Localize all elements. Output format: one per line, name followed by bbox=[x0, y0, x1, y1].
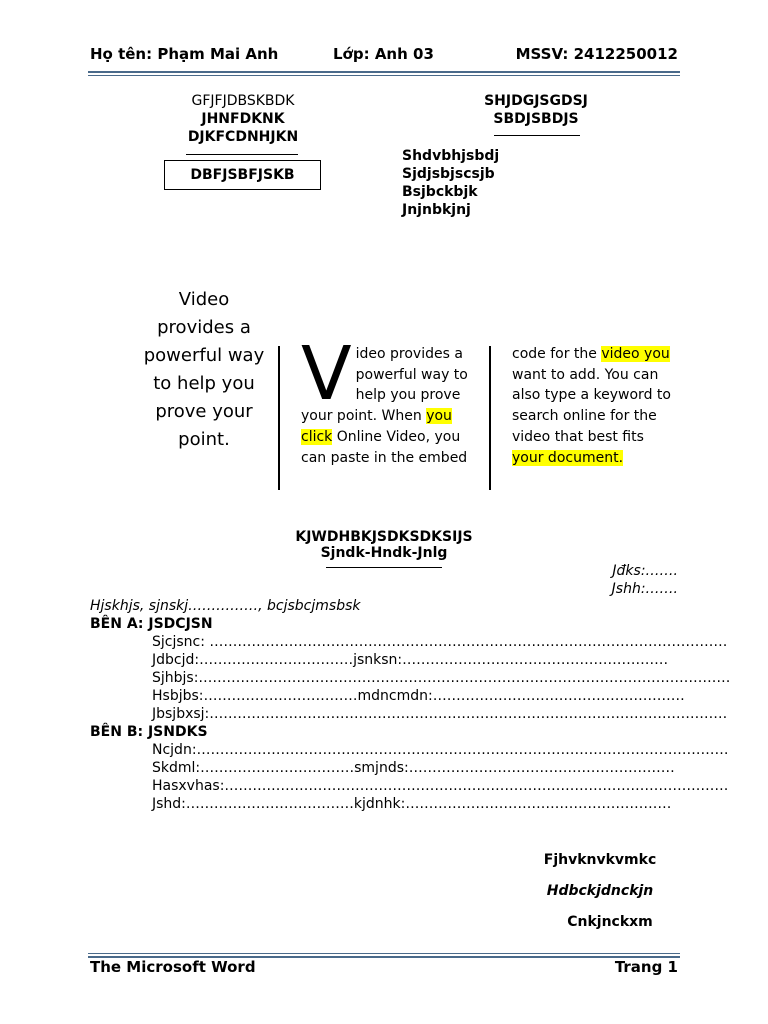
column-2-highlight-a: video you bbox=[601, 346, 670, 362]
column-divider-left bbox=[278, 346, 280, 490]
place-line: Jđks:……. bbox=[612, 563, 678, 579]
header-student-id: MSSV: 2412250012 bbox=[515, 45, 678, 63]
contract-intro: Hjskhjs, sjnskj……………, bcjsbcjmsbsk bbox=[90, 598, 361, 614]
right-item-list bbox=[402, 147, 602, 219]
column-1-text-a: ideo provides a powerful way to help you prove your point. When bbox=[301, 346, 468, 425]
drop-cap: V bbox=[301, 331, 352, 417]
left-heading-line2: JHNFDKNK bbox=[201, 111, 285, 127]
left-heading-line1: GFJFJDBSKBDK bbox=[191, 93, 295, 109]
party-a-heading: BÊN A: JSDCJSN bbox=[90, 616, 213, 632]
signature-line-2: Hdbckjdnckjn bbox=[546, 883, 654, 899]
footer-page-number: Trang 1 bbox=[614, 958, 678, 976]
place-date-block bbox=[560, 562, 678, 598]
column-divider-right bbox=[489, 346, 491, 490]
header-rule bbox=[88, 71, 680, 73]
left-heading-block bbox=[150, 92, 336, 146]
text-column-1 bbox=[301, 331, 471, 468]
signature-line-3: Cnkjnckxm bbox=[567, 914, 653, 930]
header-name: Họ tên: Phạm Mai Anh bbox=[90, 45, 279, 63]
pull-quote: Video provides a powerful way to help you prove your point. bbox=[143, 289, 265, 450]
right-item: Bsjbckbjk bbox=[402, 184, 478, 200]
left-divider bbox=[186, 154, 298, 155]
column-2-text-a: code for the bbox=[512, 346, 602, 362]
contract-title-divider bbox=[326, 567, 442, 568]
contract-title-block bbox=[250, 529, 518, 561]
column-2-text-b: want to add. You can also type a keyword to search online for the video that best fits bbox=[512, 366, 671, 445]
contract-subtitle: Sjndk-Hndk-Jnlg bbox=[320, 545, 448, 561]
party-a-field: Sjcjsnc: ………………………………………………………………………………………………… bbox=[152, 634, 728, 650]
signature-line-1: Fjhvknvkvmkc bbox=[543, 852, 657, 868]
left-boxed-label: DBFJSBFJSKB bbox=[164, 160, 321, 190]
right-heading-block bbox=[452, 92, 620, 128]
column-1-highlight: you click bbox=[301, 408, 452, 445]
column-2-highlight-b: your document. bbox=[512, 449, 624, 466]
right-divider bbox=[494, 135, 580, 136]
party-b-heading: BÊN B: JSNDKS bbox=[90, 724, 208, 740]
footer-left: The Microsoft Word bbox=[90, 958, 256, 976]
right-heading-line1: SHJDGJSGDSJ bbox=[484, 93, 588, 109]
right-item: Shdvbhjsbdj bbox=[402, 148, 500, 164]
right-item: Sjdjsbjscsjb bbox=[402, 166, 495, 182]
page-footer bbox=[90, 958, 678, 978]
party-b-field: Hasxvhas:……………………………………………………………………………………………… bbox=[152, 778, 729, 794]
header-class: Lớp: Anh 03 bbox=[333, 45, 434, 63]
party-a-field: Jbsjbxsj:………………………………………………………………………………………………… bbox=[152, 706, 728, 722]
party-a-field: Jdbcjd:……………………………jsnksn:………………………………………………… bbox=[152, 652, 669, 668]
left-heading-line3: DJKFCDNHJKN bbox=[187, 129, 299, 145]
party-a-field: Hsbjbs:……………………………mdncmdn:……………………………………………… bbox=[152, 688, 685, 704]
contract-title: KJWDHBKJSDKSDKSIJS bbox=[295, 529, 473, 545]
right-heading-line2: SBDJSBDJS bbox=[493, 111, 579, 127]
party-b-field: Ncjdn:…………………………………………………………………………………………………… bbox=[152, 742, 729, 758]
party-b-field: Jshd:………………………………kjdnhk:………………………………………………… bbox=[152, 796, 672, 812]
party-b-field: Skdml:……………………………smjnds:………………………………………………… bbox=[152, 760, 675, 776]
text-column-2 bbox=[512, 344, 678, 468]
right-item: Jnjnbkjnj bbox=[402, 202, 471, 218]
header-rule-thin bbox=[88, 75, 680, 76]
party-a-field: Sjhbjs:…………………………………………………………………………………………………… bbox=[152, 670, 731, 686]
date-line: Jshh:……. bbox=[611, 581, 678, 597]
column-1-text-b: Online Video, you can paste in the embed bbox=[301, 428, 468, 466]
page-header bbox=[90, 45, 678, 65]
footer-rule-thin bbox=[88, 953, 680, 954]
